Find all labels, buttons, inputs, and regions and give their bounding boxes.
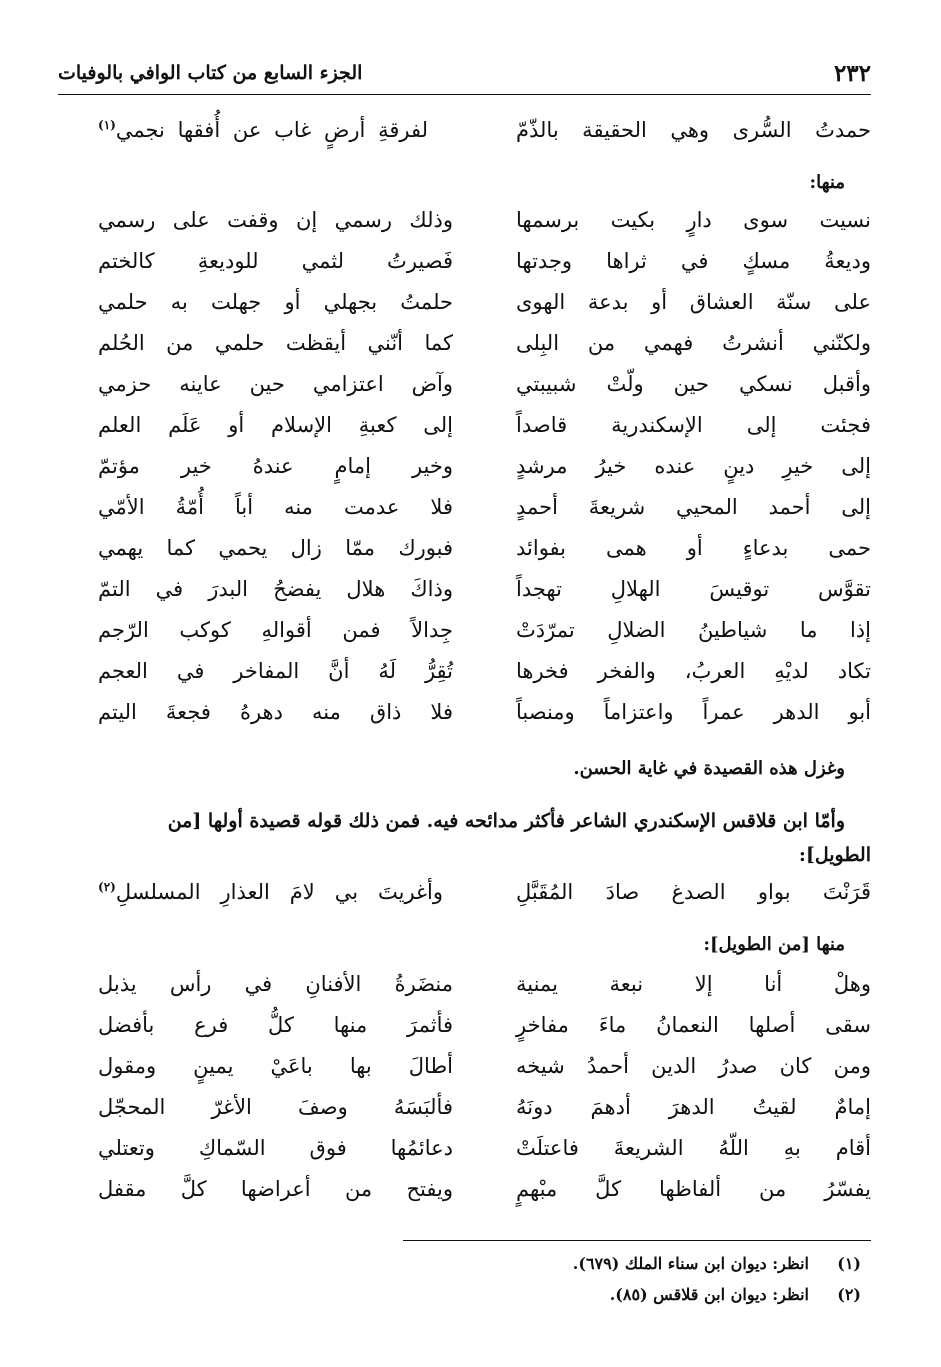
verse-first-hemistich: تكاد لديْهِ العربُ، والفخر فخرها bbox=[516, 659, 871, 683]
verse-first-hemistich: ومن كان صدرُ الدين أحمدُ شيخه bbox=[516, 1054, 871, 1078]
poem1-verse bbox=[58, 618, 871, 658]
poem1-verse bbox=[58, 454, 871, 494]
verse-first-hemistich: على سنّة العشاق أو بدعة الهوى bbox=[516, 290, 871, 314]
poem1-verse bbox=[58, 208, 871, 248]
verse-first-hemistich: قَرَنْتَ بواو الصدغ صادَ المُقَبَّلِ bbox=[516, 880, 871, 904]
verse-second-hemistich bbox=[98, 118, 428, 142]
verse-second-hemistich: فَصيرتُ لثمي للوديعةِ كالختم bbox=[98, 249, 453, 273]
footnote-number: (٢) bbox=[837, 1285, 861, 1304]
footnote-marker: (١) bbox=[98, 118, 116, 132]
poem1-verse bbox=[58, 372, 871, 412]
verse-second-hemistich bbox=[98, 880, 443, 904]
poem1-verse bbox=[58, 495, 871, 535]
poem1-opening-verse bbox=[58, 118, 871, 158]
running-title: الجزء السابع من كتاب الوافي بالوفيات bbox=[58, 62, 363, 84]
verse-second-hemistich: فبورك ممّا زال يحمي كما يهمي bbox=[98, 536, 453, 560]
poem1-intro: منها: bbox=[809, 172, 845, 193]
verse-second-hemistich: وذاكَ هلال يفضحُ البدرَ في التمّ bbox=[98, 577, 453, 601]
verse-second-hemistich: أطالَ بها باعَيْ يمينٍ ومقول bbox=[98, 1054, 453, 1078]
footnote bbox=[610, 1285, 861, 1304]
verse-first-hemistich: فجئت إلى الإسكندرية قاصداً bbox=[516, 413, 871, 437]
poem1-verse bbox=[58, 577, 871, 617]
verse-second-hemistich: فأثمرَ منها كلُّ فرع بأفضل bbox=[98, 1013, 453, 1037]
poem2-verse bbox=[58, 1095, 871, 1135]
verse-first-hemistich: يفسّرُ من ألفاظها كلَّ مبْهمٍ bbox=[516, 1177, 871, 1201]
verse-first-hemistich: إذا ما شياطينُ الضلالِ تمرّدَتْ bbox=[516, 618, 871, 642]
poem1-verse bbox=[58, 290, 871, 330]
verse-second-hemistich: ويفتح من أعراضها كلَّ مقفل bbox=[98, 1177, 453, 1201]
verse-first-hemistich: أبو الدهر عمراً واعتزاماً ومنصباً bbox=[516, 700, 871, 724]
poem1-verse bbox=[58, 413, 871, 453]
verse-first-hemistich: إلى أحمد المحيي شريعةَ أحمدٍ bbox=[516, 495, 871, 519]
poem1-verse bbox=[58, 249, 871, 289]
running-header bbox=[58, 56, 871, 90]
poem1-verse bbox=[58, 700, 871, 740]
header-rule bbox=[58, 94, 871, 95]
verse-first-hemistich: حمدتُ السُّرى وهي الحقيقة بالذّمّ bbox=[516, 118, 871, 142]
verse-second-hemistich: فلا ذاق منه دهرهُ فجعةَ اليتم bbox=[98, 700, 453, 724]
footnote-marker: (٢) bbox=[98, 880, 116, 894]
poem1-verse bbox=[58, 659, 871, 699]
verse-first-hemistich: نسيت سوى دارٍ بكيت برسمها bbox=[516, 208, 871, 232]
verse-text: لفرقةِ أرضٍ غاب عن أُفقها نجمي bbox=[115, 118, 428, 142]
verse-first-hemistich: إلى خيرِ دينٍ عنده خيرُ مرشدٍ bbox=[516, 454, 871, 478]
verse-first-hemistich: ولكنّني أنشرتُ فهمي من البِلى bbox=[516, 331, 871, 355]
prose-line: الطويل]: bbox=[798, 844, 871, 866]
verse-text: وأغريتَ بي لامَ العذارِ المسلسلِ bbox=[115, 880, 443, 904]
footnote-text: انظر: ديوان ابن قلاقس (٨٥). bbox=[609, 1285, 809, 1304]
verse-second-hemistich: فألبَسَهُ وصفَ الأغرّ المحجّل bbox=[98, 1095, 453, 1119]
verse-second-hemistich: كما أنّني أيقظت حلمي من الحُلم bbox=[98, 331, 453, 355]
verse-second-hemistich: إلى كعبةِ الإسلام أو عَلَم العلم bbox=[98, 413, 453, 437]
verse-second-hemistich: منضَرةُ الأفنانِ في رأس يذبل bbox=[98, 972, 453, 996]
poem2-opening-verse bbox=[58, 880, 871, 920]
verse-second-hemistich: فلا عدمت منه أباً أُمّةُ الأمّي bbox=[98, 495, 453, 519]
verse-first-hemistich: وهلْ أنا إلا نبعة يمنية bbox=[516, 972, 871, 996]
poem1-verse bbox=[58, 331, 871, 371]
verse-second-hemistich: تُقِرُّ لَهُ أنَّ المفاخر في العجم bbox=[98, 659, 453, 683]
footnote bbox=[573, 1254, 861, 1273]
footnote-text: انظر: ديوان ابن سناء الملك (٦٧٩). bbox=[572, 1254, 809, 1273]
footnote-number: (١) bbox=[837, 1254, 861, 1273]
verse-second-hemistich: حلمتُ بجهلي أو جهلت به حلمي bbox=[98, 290, 453, 314]
verse-first-hemistich: وديعةُ مسكٍ في ثراها وجدتها bbox=[516, 249, 871, 273]
verse-first-hemistich: أقام بهِ اللّهُ الشريعةَ فاعتلَتْ bbox=[516, 1136, 871, 1160]
verse-first-hemistich: وأقبل نسكي حين ولّتْ شبيبتي bbox=[516, 372, 871, 396]
verse-first-hemistich: سقى أصلها النعمانُ ماءَ مفاخرٍ bbox=[516, 1013, 871, 1037]
verse-first-hemistich: حمى بدعاءٍ أو همى بفوائد bbox=[516, 536, 871, 560]
poem2-intro: منها [من الطويل]: bbox=[703, 934, 845, 955]
poem2-verse bbox=[58, 972, 871, 1012]
verse-second-hemistich: وخير إمامٍ عندهُ خير مؤتمّ bbox=[98, 454, 453, 478]
verse-second-hemistich: وآض اعتزامي حين عاينه حزمي bbox=[98, 372, 453, 396]
poem1-closing-note: وغزل هذه القصيدة في غاية الحسن. bbox=[573, 758, 845, 779]
poem2-verse bbox=[58, 1136, 871, 1176]
footnote-rule bbox=[403, 1240, 871, 1241]
verse-second-hemistich: دعائمُها فوق السّماكِ وتعتلي bbox=[98, 1136, 453, 1160]
page-number: ٢٣٢ bbox=[833, 59, 871, 87]
poem1-verse bbox=[58, 536, 871, 576]
prose-line: وأمّا ابن قلاقس الإسكندري الشاعر فأكثر مدائحه فيه. فمن ذلك قوله قصيدة أولها [من bbox=[167, 810, 845, 832]
poem2-verse bbox=[58, 1177, 871, 1217]
verse-first-hemistich: تقوَّس توقيسَ الهلالِ تهجداً bbox=[516, 577, 871, 601]
poem2-verse bbox=[58, 1054, 871, 1094]
poem2-verse bbox=[58, 1013, 871, 1053]
verse-second-hemistich: جِدالاً فمن أقوالهِ كوكب الرّجم bbox=[98, 618, 453, 642]
verse-second-hemistich: وذلك رسمي إن وقفت على رسمي bbox=[98, 208, 453, 232]
verse-first-hemistich: إمامٌ لقيتُ الدهرَ أدهمَ دونَهُ bbox=[516, 1095, 871, 1119]
